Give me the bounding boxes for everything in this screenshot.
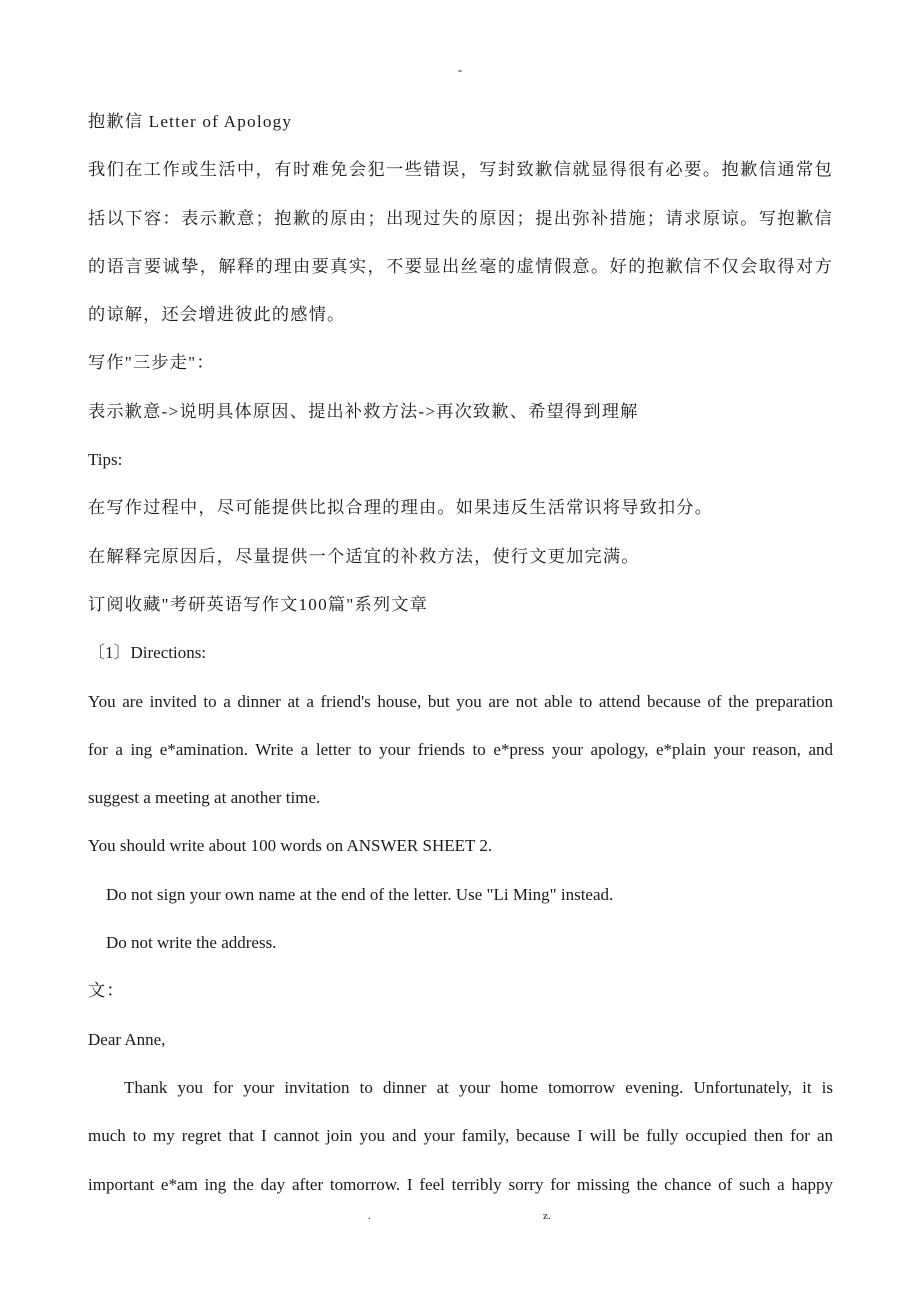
- tips-heading: Tips:: [88, 450, 123, 470]
- address-instruction: Do not write the address.: [106, 933, 277, 953]
- document-body: [88, 98, 833, 1209]
- directions-line-1: You are invited to a dinner at a friend's house, but you are not able to attend because of the preparation: [88, 691, 833, 711]
- three-steps-content: 表示歉意->说明具体原因、提出补救方法->再次致歉、希望得到理解: [88, 401, 639, 421]
- footer-left-mark: .: [368, 1210, 371, 1222]
- footer-right-mark: z.: [543, 1210, 551, 1222]
- sample-essay-label: 文：: [88, 981, 125, 1001]
- signature-instruction: Do not sign your own name at the end of the letter. Use "Li Ming" instead.: [106, 884, 614, 904]
- intro-line-3: 的语言要诚挚，解释的理由要真实，不要显出丝毫的虚情假意。好的抱歉信不仅会取得对方: [88, 256, 833, 276]
- word-count-instruction: You should write about 100 words on ANSWER SHEET 2.: [88, 836, 493, 856]
- letter-salutation: Dear Anne,: [88, 1029, 166, 1049]
- intro-line-4: 的谅解，还会增进彼此的感情。: [88, 305, 346, 325]
- series-subscribe-line: 订阅收藏"考研英语写作文100篇"系列文章: [88, 594, 429, 614]
- letter-body-line-3: important e*am ing the day after tomorrow. I feel terribly sorry for missing the chance of such a happy: [88, 1174, 833, 1194]
- letter-body-line-1: Thank you for your invitation to dinner at your home tomorrow evening. Unfortunately, it is: [124, 1077, 833, 1097]
- letter-body-line-2: much to my regret that I cannot join you and your family, because I will be fully occupied then for an: [88, 1126, 833, 1146]
- document-title: 抱歉信 Letter of Apology: [88, 112, 293, 131]
- directions-line-3: suggest a meeting at another time.: [88, 788, 321, 808]
- directions-line-2: for a ing e*amination. Write a letter to your friends to e*press your apology, e*plain your reason, and: [88, 739, 833, 759]
- three-steps-heading: 写作"三步走"：: [88, 353, 215, 373]
- tip-1: 在写作过程中，尽可能提供比拟合理的理由。如果违反生活常识将导致扣分。: [88, 498, 714, 518]
- intro-line-1: 我们在工作或生活中，有时难免会犯一些错误，写封致歉信就显得很有必要。抱歉信通常包: [88, 160, 833, 180]
- page-header-mark: -: [457, 62, 463, 77]
- directions-heading: 〔1〕Directions:: [88, 643, 207, 663]
- intro-line-2: 括以下容：表示歉意；抱歉的原由；出现过失的原因；提出弥补措施；请求原谅。写抱歉信: [88, 208, 833, 228]
- tip-2: 在解释完原因后，尽量提供一个适宜的补救方法，使行文更加完满。: [88, 546, 640, 566]
